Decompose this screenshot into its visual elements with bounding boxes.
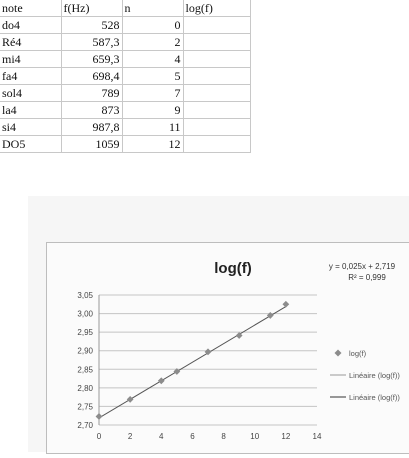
table-cell: Ré4 [0, 34, 61, 51]
legend-label: Linéaire (log(f)) [349, 371, 400, 380]
table-cell: 12 [122, 136, 183, 153]
table-cell: la4 [0, 102, 61, 119]
chart-grid [99, 295, 317, 425]
y-tick-label: 3,00 [77, 309, 93, 319]
y-tick-label: 3,05 [77, 291, 93, 300]
table-cell: 5 [122, 68, 183, 85]
table-cell: 1059 [61, 136, 122, 153]
table-cell [183, 85, 250, 102]
table-cell: 2 [122, 34, 183, 51]
table-cell: 789 [61, 85, 122, 102]
y-tick-label: 2,70 [77, 421, 93, 430]
table-cell: mi4 [0, 51, 61, 68]
table-cell: 873 [61, 102, 122, 119]
scatter-chart [47, 243, 409, 453]
column-header: n [122, 0, 183, 17]
table-cell: 528 [61, 17, 122, 34]
data-point [267, 312, 274, 319]
table-cell [183, 51, 250, 68]
x-tick-label: 14 [312, 432, 322, 441]
y-tick-label: 2,95 [77, 328, 93, 338]
column-header: f(Hz) [61, 0, 122, 17]
table-cell: 659,3 [61, 51, 122, 68]
x-tick-label: 12 [281, 432, 291, 441]
x-tick-label: 2 [127, 432, 133, 441]
table-cell: sol4 [0, 85, 61, 102]
data-point [158, 377, 165, 384]
table-cell: si4 [0, 119, 61, 136]
x-tick-label: 8 [221, 432, 226, 441]
table-row [0, 17, 250, 34]
data-points [96, 301, 290, 420]
table-row [0, 51, 250, 68]
table-cell: 11 [122, 119, 183, 136]
legend-label: log(f) [349, 349, 367, 358]
table-row [0, 136, 250, 153]
table-cell: 987,8 [61, 119, 122, 136]
x-axis-ticks [97, 432, 322, 441]
table-body [0, 17, 250, 153]
table-cell: 9 [122, 102, 183, 119]
table-cell: 0 [122, 17, 183, 34]
y-tick-label: 2,85 [77, 365, 93, 375]
trendline-equation: y = 0,025x + 2,719 [328, 262, 396, 271]
legend-label: Linéaire (log(f)) [349, 393, 400, 402]
column-header: note [0, 0, 61, 17]
data-point [96, 413, 103, 420]
table-cell [183, 119, 250, 136]
table-row [0, 34, 250, 51]
column-header: log(f) [183, 0, 250, 17]
table-cell: DO5 [0, 136, 61, 153]
x-tick-label: 4 [159, 432, 164, 441]
x-tick-label: 10 [250, 432, 260, 441]
chart-frame [46, 242, 409, 454]
table-row [0, 85, 250, 102]
table-cell: do4 [0, 17, 61, 34]
table-cell: 7 [122, 85, 183, 102]
table-cell: 4 [122, 51, 183, 68]
trendline-group [99, 307, 286, 418]
table-row [0, 68, 250, 85]
legend-marker [335, 350, 342, 357]
table-cell [183, 17, 250, 34]
x-tick-label: 6 [190, 432, 195, 441]
notes-table [0, 0, 251, 153]
table-cell: fa4 [0, 68, 61, 85]
y-tick-label: 2,90 [77, 346, 93, 356]
scanned-page [28, 196, 409, 452]
y-tick-label: 2,75 [77, 402, 93, 412]
r-squared: R² = 0,999 [348, 273, 386, 282]
chart-title: log(f) [214, 260, 252, 277]
table-header-row [0, 0, 250, 17]
trendline [99, 307, 286, 418]
data-point [282, 301, 289, 308]
table-cell [183, 136, 250, 153]
table-cell [183, 34, 250, 51]
table-cell: 587,3 [61, 34, 122, 51]
table-cell [183, 68, 250, 85]
y-tick-label: 2,80 [77, 383, 93, 393]
x-tick-label: 0 [96, 432, 102, 441]
table-row [0, 119, 250, 136]
data-point [127, 396, 134, 403]
table-row [0, 102, 250, 119]
chart-legend [330, 349, 400, 402]
y-axis-ticks [77, 291, 93, 430]
table-cell [183, 102, 250, 119]
table-cell: 698,4 [61, 68, 122, 85]
